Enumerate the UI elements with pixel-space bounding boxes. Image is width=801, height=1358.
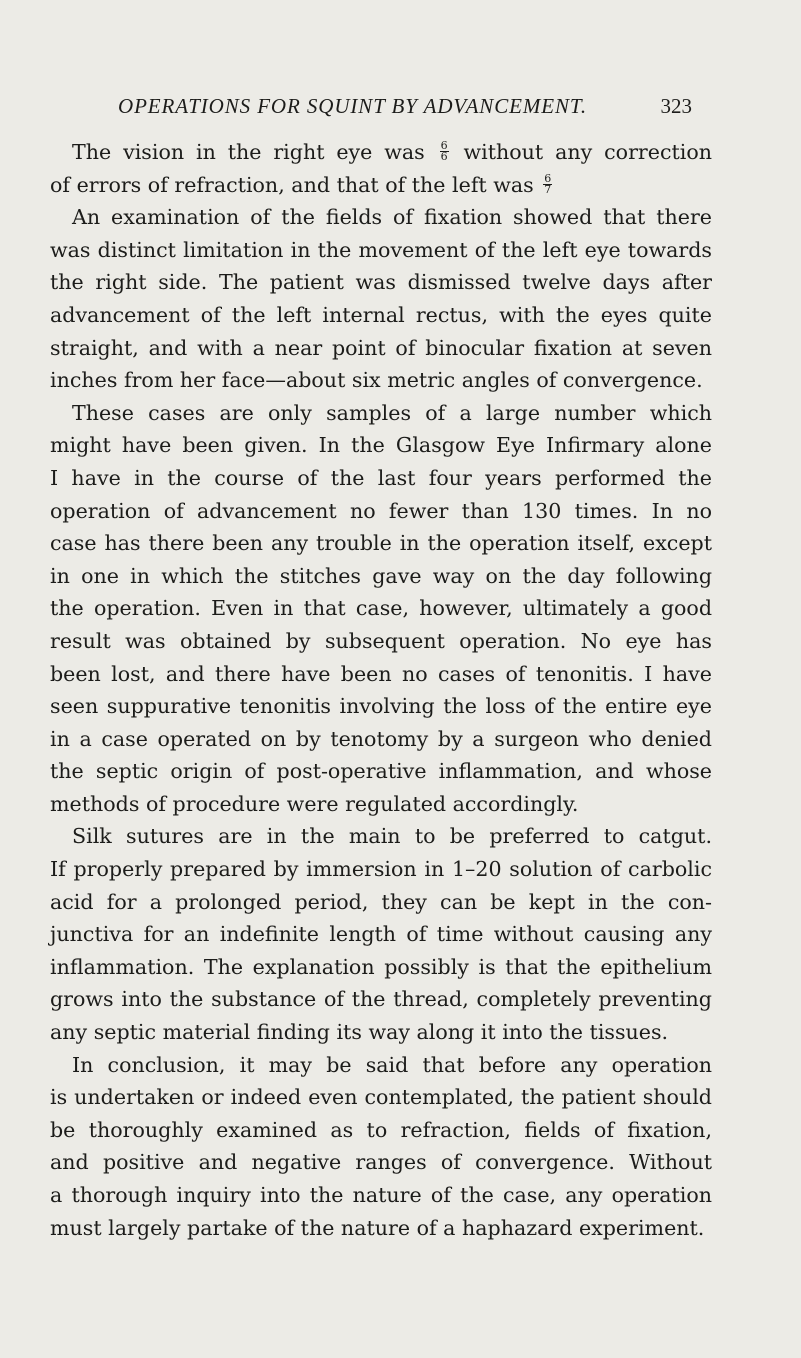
- text-line: result was obtained by subsequent operation. No eye has: [50, 628, 712, 653]
- text-line: be thoroughly examined as to refraction, fields of fixation,: [50, 1117, 712, 1142]
- text-line: is undertaken or indeed even contemplated, the patient should: [50, 1085, 712, 1110]
- text-line: been lost, and there have been no cases of tenonitis. I have: [50, 661, 712, 686]
- text-line: straight, and with a near point of binocular fixation at seven: [50, 335, 712, 360]
- text-line: operation of advancement no fewer than 130 times. In no: [50, 498, 712, 523]
- text-line: methods of procedure were regulated accordingly.: [50, 791, 579, 816]
- fraction-right-eye: [440, 141, 449, 162]
- text-line: might have been given. In the Glasgow Eye Infirmary alone: [50, 433, 712, 458]
- text-line: grows into the substance of the thread, completely preventing: [50, 987, 712, 1012]
- line-2-before: of errors of refraction, and that of the left was: [50, 172, 534, 197]
- text-line: and positive and negative ranges of convergence. Without: [50, 1150, 712, 1175]
- text-line: in a case operated on by tenotomy by a surgeon who denied: [50, 726, 712, 751]
- text-line: These cases are only samples of a large number which: [72, 400, 712, 425]
- text-line: the operation. Even in that case, however, ultimately a good: [50, 596, 712, 621]
- paragraph-lines: [50, 201, 712, 1244]
- text-line: An examination of the fields of fixation showed that there: [72, 205, 712, 230]
- text-line: case has there been any trouble in the operation itself, except: [50, 531, 712, 556]
- text-line: seen suppurative tenonitis involving the loss of the entire eye: [50, 694, 712, 719]
- text-line: a thorough inquiry into the nature of the case, any operation: [50, 1183, 712, 1207]
- fraction-numerator: 6: [544, 171, 552, 185]
- text-line: the septic origin of post-operative inflammation, and whose: [50, 759, 712, 784]
- text-line: inflammation. The explanation possibly is that the epithelium: [50, 954, 712, 979]
- text-line: junctiva for an indefinite length of time without causing any: [50, 922, 712, 947]
- text-line-1: [72, 136, 712, 169]
- fraction-denominator: 7: [544, 182, 552, 196]
- fraction-left-eye: [543, 171, 552, 196]
- fraction-denominator: 6: [440, 150, 448, 163]
- text-line: In conclusion, it may be said that before any operation: [72, 1052, 712, 1077]
- text-line: Silk sutures are in the main to be preferred to catgut.: [72, 824, 712, 849]
- text-line: the right side. The patient was dismissed twelve days after: [50, 270, 712, 295]
- text-line-2: [50, 169, 712, 202]
- running-title: OPERATIONS FOR SQUINT BY ADVANCEMENT.: [118, 94, 588, 118]
- text-line: must largely partake of the nature of a haphazard experiment.: [50, 1215, 705, 1240]
- text-line: acid for a prolonged period, they can be kept in the con-: [50, 889, 712, 914]
- text-line: was distinct limitation in the movement of the left eye towards: [50, 237, 712, 262]
- text-line: advancement of the left internal rectus, with the eyes quite: [50, 302, 712, 327]
- body-text: [50, 136, 713, 1244]
- text-line: If properly prepared by immersion in 1–20 solution of carbolic: [50, 857, 712, 882]
- running-head: [118, 94, 692, 124]
- text-line: I have in the course of the last four years performed the: [50, 465, 712, 490]
- text-line: inches from her face—about six metric angles of convergence.: [50, 368, 703, 393]
- line-1-before: The vision in the right eye was: [72, 140, 425, 164]
- fraction-numerator: 6: [440, 139, 448, 152]
- text-line: any septic material finding its way along it into the tissues.: [50, 1020, 669, 1045]
- page-number: 323: [660, 94, 692, 118]
- text-line: in one in which the stitches gave way on the day following: [50, 563, 712, 588]
- line-1-after: without any correction: [463, 140, 713, 164]
